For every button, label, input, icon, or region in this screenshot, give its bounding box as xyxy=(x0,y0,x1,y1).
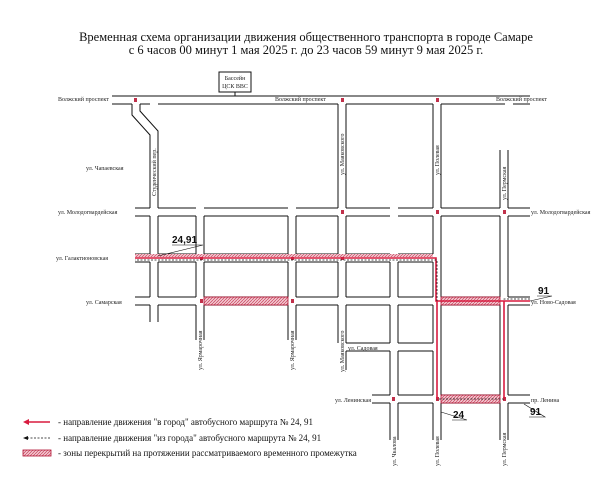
street-volzhsky-mid: Волжский проспект xyxy=(275,97,326,103)
legend-outbound xyxy=(20,433,321,443)
street-leninskaya: ул. Ленинская xyxy=(335,398,371,404)
legend-outbound-text: - направление движения "из города" автобусного маршрута № 24, 91 xyxy=(58,433,322,443)
route-label-91-novo-sadovaya: 91 xyxy=(538,286,550,297)
closure-zone-galaktionovskaya xyxy=(135,254,433,257)
landmark-line-1: Бассейн xyxy=(224,76,246,82)
road-network xyxy=(112,92,530,440)
street-chkalova: ул. Чкалова xyxy=(392,436,398,466)
map-title-line-1: Временная схема организации движения общественного транспорта в городе Самаре xyxy=(79,30,533,44)
route-label-24-91: 24,91 xyxy=(172,235,198,246)
street-galaktionovskaya: ул. Галактионовская xyxy=(56,256,109,262)
street-molodogvardeyskaya-left: ул. Молодогвардейская xyxy=(58,210,118,216)
red-arrow-icon xyxy=(20,417,54,427)
map-title-line-2: с 6 часов 00 минут 1 мая 2025 г. до 23 часов 59 минут 9 мая 2025 г. xyxy=(128,43,484,57)
route-labels xyxy=(158,235,552,421)
street-polevaya-top: ул. Полевая xyxy=(435,145,441,175)
street-novo-sadovaya: ул. Ново-Садовая xyxy=(531,300,576,306)
street-permskaya-top: ул. Пермская xyxy=(502,166,508,200)
street-chapaevskaya: ул. Чапаевская xyxy=(86,166,124,172)
route-label-91: 91 xyxy=(530,407,542,418)
legend-inbound xyxy=(20,417,313,427)
street-yarmarochnaya-1: ул. Ярмарочная xyxy=(198,330,204,370)
black-arrow-icon xyxy=(20,433,54,443)
legend-closure xyxy=(20,448,357,458)
street-yarmarochnaya-2: ул. Ярмарочная xyxy=(290,330,296,370)
traffic-light-markers xyxy=(134,98,506,401)
street-lenina: пр. Ленина xyxy=(531,398,560,404)
closure-zones xyxy=(135,254,500,403)
street-polevaya-bottom: ул. Полевая xyxy=(435,436,441,466)
street-samarskaya: ул. Самарская xyxy=(86,300,122,306)
pool-landmark xyxy=(219,72,251,92)
legend-closure-text: - зоны перекрытий на протяжении рассматриваемого временного промежутка xyxy=(58,448,357,458)
street-mayakovskogo-top: ул. Маяковского xyxy=(340,133,346,175)
street-sadovaya: ул. Садовая xyxy=(348,346,378,352)
legend-inbound-text: - направление движения "в город" автобусного маршрута № 24, 91 xyxy=(58,417,314,427)
street-volzhsky-left: Волжский проспект xyxy=(58,97,109,103)
street-mayakovskogo-bottom: ул. Маяковского xyxy=(340,330,346,372)
street-labels xyxy=(56,96,591,466)
bus-route-paths xyxy=(135,258,530,399)
street-molodogvardeyskaya-right: ул. Молодогвардейская xyxy=(531,210,591,216)
closure-zone-icon xyxy=(20,448,54,458)
route-inbound-path xyxy=(135,258,530,301)
street-permskaya-bottom: ул. Пермская xyxy=(502,432,508,466)
closure-zone-samarskaya xyxy=(204,297,288,305)
route-outbound-path xyxy=(135,260,530,399)
street-studenchesky: Студенческий пер. xyxy=(152,148,158,196)
street-volzhsky-right: Волжский проспект xyxy=(496,97,547,103)
landmark-line-2: ЦСК ВВС xyxy=(222,84,248,90)
route-label-24: 24 xyxy=(453,410,465,421)
